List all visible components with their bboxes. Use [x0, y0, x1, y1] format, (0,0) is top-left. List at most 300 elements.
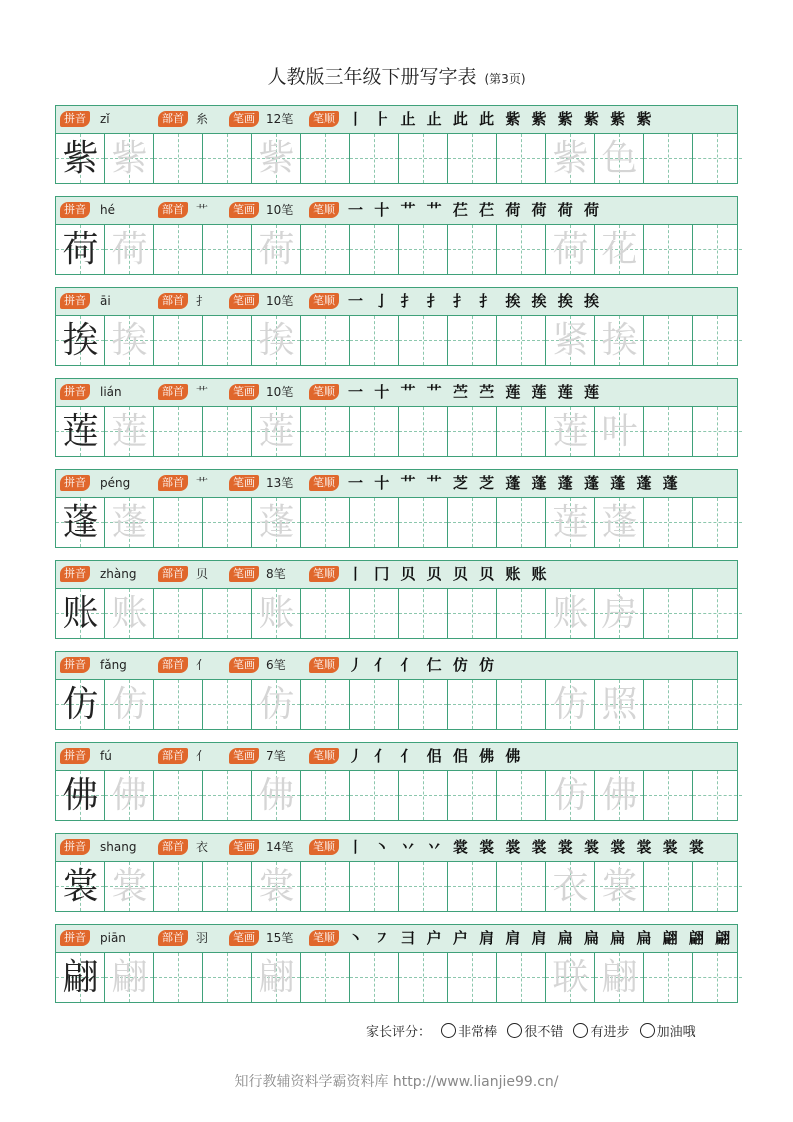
grid-cell[interactable]: [595, 862, 644, 911]
pinyin-value: fú: [100, 749, 112, 763]
model-char: 荷: [62, 229, 99, 270]
char-row: [55, 196, 738, 275]
grid-cell[interactable]: [595, 498, 644, 547]
grid-cell[interactable]: [693, 498, 742, 547]
model-char: 佛: [62, 775, 99, 816]
radical-value: 扌: [196, 294, 209, 308]
word-char: 联: [552, 957, 589, 998]
grid-cell[interactable]: [301, 953, 350, 1002]
pinyin-value: shang: [100, 840, 137, 854]
pinyin-value: hé: [100, 203, 115, 217]
grid-cell[interactable]: [154, 680, 203, 729]
word-char: 紫: [552, 138, 589, 179]
trace-char: 仿: [258, 684, 295, 725]
grid-cell[interactable]: [497, 680, 546, 729]
grid-cell[interactable]: [595, 771, 644, 820]
grid-cell[interactable]: [105, 953, 154, 1002]
rating-option: 非常棒: [458, 1025, 498, 1040]
stroke-order: 丶 ㇇ 彐 户 户 肩 肩 肩 扁 扁 扁 扁 翩 翩 翩: [348, 929, 734, 947]
grid-cell[interactable]: [399, 862, 448, 911]
rating-radio-2[interactable]: [573, 1023, 588, 1038]
pinyin-tag: 拼音: [60, 839, 90, 855]
grid-cell[interactable]: [399, 134, 448, 183]
grid-cell[interactable]: [644, 498, 693, 547]
grid-cell[interactable]: [399, 407, 448, 456]
radical-value: 贝: [196, 567, 209, 581]
model-char: 紫: [62, 138, 99, 179]
grid-cell[interactable]: [448, 316, 497, 365]
grid-cell[interactable]: [154, 316, 203, 365]
radical-value: 艹: [196, 203, 209, 217]
practice-grid: [55, 770, 738, 821]
word-char: 莲: [552, 411, 589, 452]
char-info-bar: [55, 651, 738, 680]
model-char: 莲: [62, 411, 99, 452]
radical-value: 亻: [196, 658, 209, 672]
trace-char: 挨: [258, 320, 295, 361]
grid-cell[interactable]: [56, 589, 105, 638]
radical-value: 亻: [196, 749, 209, 763]
pinyin-tag: 拼音: [60, 111, 90, 127]
strokes-value: 12笔: [266, 112, 294, 126]
grid-cell[interactable]: [301, 771, 350, 820]
grid-cell[interactable]: [252, 407, 301, 456]
order-tag: 笔顺: [309, 839, 339, 855]
rating-option: 有进步: [590, 1025, 630, 1040]
pinyin-value: piān: [100, 931, 126, 945]
grid-cell[interactable]: [693, 953, 742, 1002]
strokes-value: 8笔: [266, 567, 286, 581]
grid-cell[interactable]: [154, 771, 203, 820]
grid-cell[interactable]: [252, 680, 301, 729]
char-row: [55, 378, 738, 457]
strokes-tag: 笔画: [229, 839, 259, 855]
pinyin-tag: 拼音: [60, 566, 90, 582]
practice-grid: [55, 133, 738, 184]
grid-cell[interactable]: [693, 862, 742, 911]
grid-cell[interactable]: [154, 225, 203, 274]
grid-cell[interactable]: [350, 680, 399, 729]
grid-cell[interactable]: [399, 771, 448, 820]
grid-cell[interactable]: [350, 316, 399, 365]
char-info-bar: [55, 105, 738, 134]
grid-cell[interactable]: [154, 589, 203, 638]
grid-cell[interactable]: [399, 589, 448, 638]
grid-cell[interactable]: [644, 771, 693, 820]
pinyin-tag: 拼音: [60, 930, 90, 946]
grid-cell[interactable]: [105, 498, 154, 547]
order-tag: 笔顺: [309, 384, 339, 400]
practice-grid: [55, 224, 738, 275]
char-info-bar: [55, 742, 738, 771]
model-char: 挨: [62, 320, 99, 361]
stroke-order: 丨 冂 贝 贝 贝 贝 账 账: [348, 565, 550, 583]
grid-cell[interactable]: [350, 134, 399, 183]
strokes-tag: 笔画: [229, 202, 259, 218]
word-char: 仿: [552, 684, 589, 725]
radical-value: 糸: [196, 112, 209, 126]
grid-cell[interactable]: [497, 407, 546, 456]
trace-char: 翩: [111, 957, 148, 998]
grid-cell[interactable]: [546, 316, 595, 365]
grid-cell[interactable]: [693, 134, 742, 183]
word-char: 叶: [601, 411, 638, 452]
grid-cell[interactable]: [350, 589, 399, 638]
grid-cell[interactable]: [448, 862, 497, 911]
grid-cell[interactable]: [546, 680, 595, 729]
radical-value: 艹: [196, 385, 209, 399]
grid-cell[interactable]: [154, 862, 203, 911]
grid-cell[interactable]: [203, 134, 252, 183]
grid-cell[interactable]: [203, 407, 252, 456]
grid-cell[interactable]: [203, 498, 252, 547]
grid-cell[interactable]: [497, 134, 546, 183]
strokes-tag: 笔画: [229, 384, 259, 400]
model-char: 裳: [62, 866, 99, 907]
practice-grid: [55, 406, 738, 457]
grid-cell[interactable]: [252, 862, 301, 911]
char-row: [55, 469, 738, 548]
grid-cell[interactable]: [546, 225, 595, 274]
grid-cell[interactable]: [301, 225, 350, 274]
grid-cell[interactable]: [546, 407, 595, 456]
trace-char: 佛: [111, 775, 148, 816]
grid-cell[interactable]: [301, 589, 350, 638]
grid-cell[interactable]: [56, 134, 105, 183]
grid-cell[interactable]: [693, 771, 742, 820]
order-tag: 笔顺: [309, 111, 339, 127]
practice-grid: [55, 315, 738, 366]
grid-cell[interactable]: [497, 771, 546, 820]
grid-cell[interactable]: [56, 771, 105, 820]
grid-cell[interactable]: [644, 316, 693, 365]
pinyin-value: fǎng: [100, 658, 127, 672]
grid-cell[interactable]: [350, 498, 399, 547]
radical-value: 衣: [196, 840, 209, 854]
trace-char: 翩: [258, 957, 295, 998]
pinyin-tag: 拼音: [60, 384, 90, 400]
grid-cell[interactable]: [497, 862, 546, 911]
word-char: 挨: [601, 320, 638, 361]
trace-char: 蓬: [258, 502, 295, 543]
order-tag: 笔顺: [309, 657, 339, 673]
char-row: [55, 105, 738, 184]
grid-cell[interactable]: [203, 862, 252, 911]
word-char: 佛: [601, 775, 638, 816]
trace-char: 仿: [111, 684, 148, 725]
grid-cell[interactable]: [448, 407, 497, 456]
radical-tag: 部首: [158, 839, 188, 855]
char-row: [55, 742, 738, 821]
strokes-tag: 笔画: [229, 748, 259, 764]
grid-cell[interactable]: [350, 953, 399, 1002]
grid-cell[interactable]: [301, 134, 350, 183]
grid-cell[interactable]: [595, 589, 644, 638]
footer-site: 知行教辅资料学霸资料库 http://www.lianjie99.cn/: [234, 1074, 559, 1090]
grid-cell[interactable]: [105, 134, 154, 183]
pinyin-value: zǐ: [100, 112, 110, 126]
grid-cell[interactable]: [399, 316, 448, 365]
model-char: 翩: [62, 957, 99, 998]
grid-cell[interactable]: [105, 771, 154, 820]
trace-char: 账: [258, 593, 295, 634]
grid-cell[interactable]: [56, 680, 105, 729]
grid-cell[interactable]: [595, 316, 644, 365]
pinyin-tag: 拼音: [60, 202, 90, 218]
stroke-order: 一 十 艹 艹 苎 苎 莲 莲 莲 莲: [348, 383, 603, 401]
trace-char: 荷: [111, 229, 148, 270]
grid-cell[interactable]: [693, 407, 742, 456]
grid-cell[interactable]: [497, 316, 546, 365]
radical-tag: 部首: [158, 930, 188, 946]
grid-cell[interactable]: [105, 316, 154, 365]
word-char: 照: [601, 684, 638, 725]
grid-cell[interactable]: [546, 589, 595, 638]
grid-cell[interactable]: [644, 862, 693, 911]
grid-cell[interactable]: [399, 953, 448, 1002]
pinyin-value: péng: [100, 476, 131, 490]
char-row: [55, 651, 738, 730]
strokes-value: 6笔: [266, 658, 286, 672]
grid-cell[interactable]: [301, 498, 350, 547]
grid-cell[interactable]: [105, 862, 154, 911]
grid-cell[interactable]: [56, 498, 105, 547]
grid-cell[interactable]: [693, 316, 742, 365]
radical-tag: 部首: [158, 748, 188, 764]
strokes-value: 10笔: [266, 385, 294, 399]
model-char: 账: [62, 593, 99, 634]
radical-tag: 部首: [158, 293, 188, 309]
grid-cell[interactable]: [497, 953, 546, 1002]
grid-cell[interactable]: [203, 225, 252, 274]
grid-cell[interactable]: [203, 953, 252, 1002]
page-number: (第3页): [484, 72, 526, 86]
practice-grid: [55, 588, 738, 639]
trace-char: 佛: [258, 775, 295, 816]
strokes-tag: 笔画: [229, 657, 259, 673]
strokes-value: 10笔: [266, 294, 294, 308]
grid-cell[interactable]: [154, 498, 203, 547]
rating-label: 家长评分：: [366, 1025, 432, 1040]
grid-cell[interactable]: [105, 407, 154, 456]
radical-tag: 部首: [158, 202, 188, 218]
char-info-bar: [55, 378, 738, 407]
char-info-bar: [55, 833, 738, 862]
grid-cell[interactable]: [399, 225, 448, 274]
order-tag: 笔顺: [309, 475, 339, 491]
stroke-order: 一 十 艹 艹 芢 芢 荷 荷 荷 荷: [348, 201, 603, 219]
grid-cell[interactable]: [595, 225, 644, 274]
word-char: 账: [552, 593, 589, 634]
char-info-bar: [55, 196, 738, 225]
stroke-order: 丨 ⺊ 止 止 此 此 紫 紫 紫 紫 紫 紫: [348, 110, 655, 128]
grid-cell[interactable]: [350, 407, 399, 456]
word-char: 衣: [552, 866, 589, 907]
grid-cell[interactable]: [301, 407, 350, 456]
grid-cell[interactable]: [252, 316, 301, 365]
grid-cell[interactable]: [399, 680, 448, 729]
grid-cell[interactable]: [301, 680, 350, 729]
trace-char: 裳: [111, 866, 148, 907]
grid-cell[interactable]: [546, 771, 595, 820]
grid-cell[interactable]: [154, 407, 203, 456]
grid-cell[interactable]: [644, 134, 693, 183]
radical-tag: 部首: [158, 657, 188, 673]
grid-cell[interactable]: [448, 680, 497, 729]
grid-cell[interactable]: [497, 589, 546, 638]
strokes-tag: 笔画: [229, 475, 259, 491]
word-char: 花: [601, 229, 638, 270]
grid-cell[interactable]: [301, 862, 350, 911]
grid-cell[interactable]: [693, 589, 742, 638]
stroke-order: 丿 亻 亻 仁 仿 仿: [348, 656, 498, 674]
strokes-value: 14笔: [266, 840, 294, 854]
strokes-tag: 笔画: [229, 293, 259, 309]
grid-cell[interactable]: [105, 225, 154, 274]
grid-cell[interactable]: [448, 498, 497, 547]
grid-cell[interactable]: [595, 680, 644, 729]
grid-cell[interactable]: [56, 953, 105, 1002]
char-info-bar: [55, 924, 738, 953]
grid-cell[interactable]: [497, 498, 546, 547]
word-char: 蓬: [601, 502, 638, 543]
grid-cell[interactable]: [644, 680, 693, 729]
grid-cell[interactable]: [644, 407, 693, 456]
pinyin-value: lián: [100, 385, 122, 399]
grid-cell[interactable]: [252, 225, 301, 274]
char-row: [55, 560, 738, 639]
grid-cell[interactable]: [203, 316, 252, 365]
grid-cell[interactable]: [105, 680, 154, 729]
grid-cell[interactable]: [448, 134, 497, 183]
word-char: 莲: [552, 502, 589, 543]
strokes-tag: 笔画: [229, 111, 259, 127]
trace-char: 莲: [111, 411, 148, 452]
grid-cell[interactable]: [56, 407, 105, 456]
strokes-value: 13笔: [266, 476, 294, 490]
pinyin-value: āi: [100, 294, 111, 308]
grid-cell[interactable]: [252, 771, 301, 820]
grid-cell[interactable]: [448, 225, 497, 274]
grid-cell[interactable]: [644, 589, 693, 638]
word-char: 色: [601, 138, 638, 179]
radical-tag: 部首: [158, 475, 188, 491]
grid-cell[interactable]: [448, 771, 497, 820]
char-row: [55, 287, 738, 366]
practice-grid: [55, 679, 738, 730]
order-tag: 笔顺: [309, 293, 339, 309]
word-char: 翩: [601, 957, 638, 998]
grid-cell[interactable]: [595, 407, 644, 456]
stroke-order: 一 十 艹 艹 芝 芝 蓬 蓬 蓬 蓬 蓬 蓬 蓬: [348, 474, 681, 492]
grid-cell[interactable]: [595, 134, 644, 183]
rating-option: 很不错: [524, 1025, 564, 1040]
rating-radio-3[interactable]: [640, 1023, 655, 1038]
grid-cell[interactable]: [203, 589, 252, 638]
grid-cell[interactable]: [154, 953, 203, 1002]
grid-cell[interactable]: [644, 225, 693, 274]
stroke-order: 丨 丶 丷 丷 裳 裳 裳 裳 裳 裳 裳 裳 裳 裳: [348, 838, 707, 856]
grid-cell[interactable]: [56, 316, 105, 365]
char-row: [55, 924, 738, 1003]
grid-cell[interactable]: [350, 862, 399, 911]
order-tag: 笔顺: [309, 566, 339, 582]
grid-cell[interactable]: [56, 225, 105, 274]
grid-cell[interactable]: [203, 680, 252, 729]
rating-option: 加油哦: [656, 1025, 696, 1040]
order-tag: 笔顺: [309, 748, 339, 764]
char-info-bar: [55, 560, 738, 589]
grid-cell[interactable]: [399, 498, 448, 547]
grid-cell[interactable]: [497, 225, 546, 274]
page-title: [0, 62, 793, 89]
word-char: 房: [601, 593, 638, 634]
pinyin-tag: 拼音: [60, 475, 90, 491]
pinyin-tag: 拼音: [60, 293, 90, 309]
grid-cell[interactable]: [252, 589, 301, 638]
pinyin-tag: 拼音: [60, 748, 90, 764]
grid-cell[interactable]: [595, 953, 644, 1002]
grid-cell[interactable]: [693, 680, 742, 729]
word-char: 紧: [552, 320, 589, 361]
pinyin-value: zhàng: [100, 567, 137, 581]
stroke-order: 一 亅 扌 扌 扌 扌 挨 挨 挨 挨: [348, 292, 603, 310]
rating-radio-0[interactable]: [441, 1023, 456, 1038]
grid-cell[interactable]: [546, 498, 595, 547]
word-char: 荷: [552, 229, 589, 270]
grid-cell[interactable]: [154, 134, 203, 183]
grid-cell[interactable]: [448, 953, 497, 1002]
trace-char: 紫: [111, 138, 148, 179]
grid-cell[interactable]: [546, 953, 595, 1002]
grid-cell[interactable]: [252, 953, 301, 1002]
trace-char: 荷: [258, 229, 295, 270]
trace-char: 莲: [258, 411, 295, 452]
radical-tag: 部首: [158, 111, 188, 127]
order-tag: 笔顺: [309, 202, 339, 218]
rating-radio-1[interactable]: [507, 1023, 522, 1038]
grid-cell[interactable]: [350, 225, 399, 274]
strokes-tag: 笔画: [229, 930, 259, 946]
grid-cell[interactable]: [203, 771, 252, 820]
radical-value: 艹: [196, 476, 209, 490]
radical-tag: 部首: [158, 384, 188, 400]
radical-value: 羽: [196, 931, 209, 945]
char-info-bar: [55, 287, 738, 316]
grid-cell[interactable]: [56, 862, 105, 911]
char-info-bar: [55, 469, 738, 498]
grid-cell[interactable]: [252, 498, 301, 547]
grid-cell[interactable]: [693, 225, 742, 274]
grid-cell[interactable]: [252, 134, 301, 183]
practice-grid: [55, 861, 738, 912]
strokes-value: 10笔: [266, 203, 294, 217]
grid-cell[interactable]: [546, 134, 595, 183]
grid-cell[interactable]: [301, 316, 350, 365]
grid-cell[interactable]: [644, 953, 693, 1002]
word-char: 裳: [601, 866, 638, 907]
grid-cell[interactable]: [105, 589, 154, 638]
grid-cell[interactable]: [448, 589, 497, 638]
strokes-tag: 笔画: [229, 566, 259, 582]
title-text: 人教版三年级下册写字表: [267, 66, 477, 88]
grid-cell[interactable]: [546, 862, 595, 911]
grid-cell[interactable]: [350, 771, 399, 820]
trace-char: 裳: [258, 866, 295, 907]
stroke-order: 丿 亻 亻 佀 佀 佛 佛: [348, 747, 524, 765]
practice-grid: [55, 497, 738, 548]
practice-grid: [55, 952, 738, 1003]
